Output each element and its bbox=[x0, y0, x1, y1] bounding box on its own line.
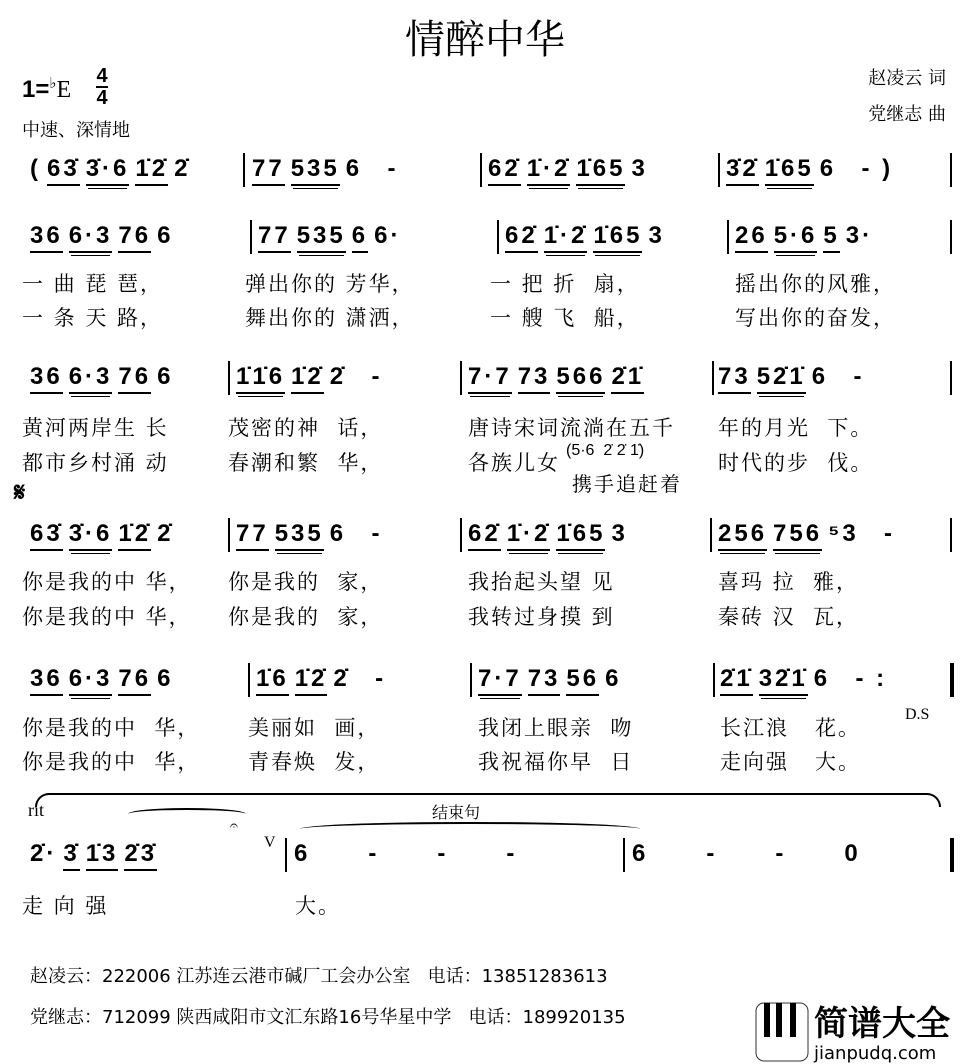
note-group: 1̇3 bbox=[86, 840, 119, 871]
lyric-segment: 一 艘 飞 船， bbox=[490, 306, 640, 330]
measure bbox=[294, 840, 523, 870]
measure bbox=[718, 520, 901, 550]
barline bbox=[243, 153, 245, 187]
note-group: 3· bbox=[845, 222, 874, 249]
lyric-segment: 舞出你的 潇洒， bbox=[245, 306, 415, 330]
lyricist-credit: 赵凌云 词 bbox=[868, 68, 946, 89]
note-group: 2̇ bbox=[333, 665, 350, 692]
note-group: 63̇ bbox=[30, 520, 63, 551]
note-group: 6· bbox=[374, 222, 402, 249]
note-group: 63̇ bbox=[47, 155, 80, 186]
note-group: 36 bbox=[30, 222, 63, 253]
lyric-segment: 各族儿女 bbox=[468, 451, 560, 475]
barline bbox=[623, 838, 625, 872]
note-group: 6 - - 0 bbox=[632, 840, 861, 867]
lyric-segment: 摇出你的风雅， bbox=[735, 272, 896, 296]
slur bbox=[300, 822, 640, 836]
note-group: - bbox=[352, 520, 383, 547]
lyric-segment: 我转过身摸 到 bbox=[468, 605, 615, 629]
measure bbox=[632, 840, 867, 870]
barline bbox=[950, 361, 952, 395]
barline bbox=[713, 663, 715, 697]
note-group: 1̇·2̇ bbox=[527, 155, 571, 186]
note-group: - : bbox=[836, 665, 888, 692]
barline bbox=[460, 518, 462, 552]
note-group: 6 bbox=[605, 665, 622, 692]
time-bottom: 4 bbox=[96, 87, 108, 109]
note-group: - bbox=[834, 363, 865, 390]
note-group: 73 bbox=[518, 363, 551, 394]
note-group: 3̇2̇ bbox=[726, 155, 759, 186]
measure bbox=[468, 363, 650, 393]
note-group: 2̇ bbox=[157, 520, 174, 547]
tempo-marking: 中速、深情地 bbox=[22, 120, 130, 141]
note-group: 76 bbox=[118, 665, 151, 696]
song-title: 情醉中华 bbox=[405, 17, 565, 63]
composer-credit: 党继志 曲 bbox=[868, 104, 946, 125]
lyric-segment: 我祝福你早 日 bbox=[478, 750, 634, 774]
note-group: 56 bbox=[566, 665, 599, 696]
note-group: 1̇·2̇ bbox=[544, 222, 588, 253]
note-group: 26 bbox=[735, 222, 768, 253]
note-group: 77 bbox=[252, 155, 285, 186]
lyric-segment: 走向强 大。 bbox=[720, 750, 862, 774]
note-group: 73 bbox=[528, 665, 561, 696]
barline bbox=[460, 361, 462, 395]
key-note: E bbox=[56, 77, 72, 103]
barline bbox=[285, 838, 287, 872]
barline bbox=[718, 153, 720, 187]
note-group: 6·3 bbox=[69, 222, 113, 253]
note-group: 32̇1̇ bbox=[759, 665, 808, 696]
measure bbox=[718, 363, 870, 393]
measure bbox=[236, 363, 388, 393]
lyric-segment: 走 向 强 bbox=[22, 894, 109, 918]
note-group: 566 bbox=[556, 363, 605, 394]
segno-sign: 𝄋 bbox=[14, 478, 26, 508]
note-group: 535 bbox=[291, 155, 340, 186]
key-signature bbox=[22, 74, 71, 104]
slur bbox=[128, 808, 246, 820]
note-group: 62̇ bbox=[505, 222, 538, 253]
final-barline bbox=[950, 838, 954, 872]
note-group: 52̇1̇ bbox=[757, 363, 806, 394]
rit-marking: rit bbox=[28, 800, 44, 820]
measure bbox=[468, 520, 634, 550]
note-group: 1̇2̇ bbox=[295, 665, 328, 696]
barline bbox=[248, 663, 250, 697]
measure bbox=[236, 520, 388, 550]
note-group: 5 bbox=[823, 222, 839, 253]
note-group: 1̇2̇ bbox=[135, 155, 168, 186]
measure bbox=[30, 520, 179, 550]
barline bbox=[480, 153, 482, 187]
lyric-segment: 一 把 折 扇， bbox=[490, 272, 640, 296]
barline bbox=[950, 153, 952, 187]
svg-text:jianpudq.com: jianpudq.com bbox=[814, 1043, 937, 1064]
lyric-segment: 年的月光 下。 bbox=[718, 416, 874, 440]
measure bbox=[258, 222, 407, 252]
lyric-segment: 你是我的中 华， bbox=[22, 605, 192, 629]
note-group: 1̇2̇ bbox=[118, 520, 151, 551]
barline bbox=[950, 518, 952, 552]
note-group: 3̇·6 bbox=[86, 155, 130, 186]
barline bbox=[497, 220, 499, 254]
note-group: 1̇1̇6 bbox=[236, 363, 285, 394]
lyric-segment: 一 曲 琵 琶， bbox=[22, 272, 164, 296]
lyric-segment: 茂密的神 话， bbox=[228, 416, 384, 440]
svg-text:简谱大全: 简谱大全 bbox=[814, 1004, 950, 1044]
note-group: 535 bbox=[275, 520, 324, 551]
note-group: - bbox=[352, 363, 383, 390]
lyric-segment: 大。 bbox=[295, 894, 341, 918]
measure bbox=[30, 665, 179, 695]
lyric-segment: 写出你的奋发， bbox=[735, 306, 896, 330]
note-group: 6 bbox=[819, 155, 837, 182]
lyric-segment: 一 条 天 路， bbox=[22, 306, 164, 330]
note-group: 256 bbox=[718, 520, 767, 551]
measure bbox=[30, 222, 179, 252]
note-group: 3̇ bbox=[63, 840, 79, 871]
note-group: 1̇·2̇ bbox=[507, 520, 551, 551]
note-group: 3 bbox=[648, 222, 665, 249]
lyric-segment: 我闭上眼亲 吻 bbox=[478, 716, 634, 740]
note-group: ( bbox=[30, 155, 41, 182]
barline bbox=[950, 220, 952, 254]
inset-notes: (5·6 2̇ 2̇ 1̇) bbox=[566, 442, 645, 459]
lyric-segment: 春潮和繁 华， bbox=[228, 451, 384, 475]
fermata-icon: 𝄐 bbox=[230, 818, 238, 834]
lyric-segment: 我抬起头望 见 bbox=[468, 570, 615, 594]
note-group: 2̇ bbox=[174, 155, 191, 182]
note-group: 6 bbox=[157, 665, 174, 692]
footer-lyricist-address: 赵凌云：222006 江苏连云港市碱厂工会办公室 电话：13851283613 bbox=[30, 966, 608, 987]
note-group: 1̇6 bbox=[256, 665, 289, 696]
note-group: 6 bbox=[813, 665, 831, 692]
watermark-logo bbox=[752, 995, 970, 1064]
note-group: 1̇2̇ bbox=[291, 363, 324, 394]
lyric-segment: 你是我的 家， bbox=[228, 605, 384, 629]
piano-keys-icon bbox=[752, 995, 970, 1064]
note-group: 6 bbox=[345, 155, 363, 182]
lyric-segment: 弹出你的 芳华， bbox=[245, 272, 415, 296]
note-group: 6 - - - bbox=[294, 840, 518, 867]
measure bbox=[30, 363, 179, 393]
lyric-segment: 时代的步 伐。 bbox=[718, 451, 874, 475]
note-group: 1̇65 bbox=[593, 222, 642, 253]
note-group: 535 bbox=[297, 222, 346, 253]
note-group: 6 bbox=[329, 520, 347, 547]
note-group: 77 bbox=[258, 222, 291, 253]
ds-marking: D.S bbox=[905, 706, 930, 723]
note-group: 2̇1̇ bbox=[611, 363, 644, 394]
note-group: 7·7 bbox=[468, 363, 512, 394]
note-group: 756 bbox=[773, 520, 822, 551]
note-group: 6 bbox=[811, 363, 829, 390]
measure bbox=[726, 155, 899, 185]
note-group: 62̇ bbox=[468, 520, 501, 551]
note-group: 6 bbox=[157, 222, 174, 249]
barline bbox=[727, 220, 729, 254]
breath-mark: V bbox=[264, 834, 276, 851]
lyric-segment: 你是我的中 华， bbox=[22, 570, 192, 594]
flat-sign: ♭ bbox=[49, 75, 57, 92]
barline bbox=[228, 518, 230, 552]
measure bbox=[256, 665, 392, 695]
note-group: 36 bbox=[30, 665, 63, 696]
note-group: 62̇ bbox=[488, 155, 521, 186]
note-group: 5·6 bbox=[774, 222, 818, 253]
measure bbox=[30, 155, 196, 185]
note-group: 6·3 bbox=[69, 665, 113, 696]
note-group: 3̇·6 bbox=[69, 520, 113, 551]
note-group: - bbox=[864, 520, 896, 547]
note-group: 6·3 bbox=[69, 363, 113, 394]
time-top: 4 bbox=[96, 65, 108, 87]
lyric-segment: 都市乡村涌 动 bbox=[22, 451, 169, 475]
measure bbox=[735, 222, 879, 252]
ending-bracket bbox=[35, 793, 941, 807]
note-group: ⁵3 bbox=[828, 520, 859, 547]
ending-label: 结束句 bbox=[432, 803, 481, 822]
note-group: 76 bbox=[118, 363, 151, 394]
note-group: 76 bbox=[118, 222, 151, 253]
barline bbox=[470, 663, 472, 697]
note-group: 2̇ bbox=[329, 363, 347, 390]
note-group: 3 bbox=[611, 520, 628, 547]
time-signature bbox=[96, 66, 108, 108]
note-group: 2̇3̇ bbox=[124, 840, 157, 871]
note-group: 2̇1̇ bbox=[720, 665, 753, 696]
lyric-segment: 喜玛 拉 雅， bbox=[718, 570, 860, 594]
note-group: - bbox=[368, 155, 399, 182]
note-group: 1̇65 bbox=[765, 155, 814, 186]
note-group: 6 bbox=[352, 222, 368, 253]
measure bbox=[505, 222, 671, 252]
inset-lyric: 携手追赶着 bbox=[572, 472, 682, 496]
note-group: 7·7 bbox=[478, 665, 522, 696]
note-group: 73 bbox=[718, 363, 751, 394]
measure bbox=[488, 155, 654, 185]
note-group: 3 bbox=[631, 155, 648, 182]
lyric-segment: 长江浪 花。 bbox=[720, 716, 862, 740]
lyric-segment: 你是我的中 华， bbox=[22, 716, 201, 740]
key-prefix: 1= bbox=[22, 76, 50, 103]
note-group: - bbox=[355, 665, 387, 692]
lyric-segment: 唐诗宋词流淌在五千 bbox=[468, 416, 675, 440]
barline bbox=[250, 220, 252, 254]
barline bbox=[228, 361, 230, 395]
measure bbox=[30, 840, 163, 870]
lyric-segment: 青春焕 发， bbox=[248, 750, 381, 774]
measure bbox=[478, 665, 627, 695]
note-group: 36 bbox=[30, 363, 63, 394]
barline bbox=[710, 518, 712, 552]
note-group: 2̇· bbox=[30, 840, 58, 867]
final-barline bbox=[950, 663, 954, 697]
footer-composer-address: 党继志：712099 陕西咸阳市文汇东路16号华星中学 电话：189920135 bbox=[30, 1007, 626, 1028]
lyric-segment: 你是我的 家， bbox=[228, 570, 384, 594]
note-group: 1̇65 bbox=[556, 520, 605, 551]
lyric-segment: 你是我的中 华， bbox=[22, 750, 201, 774]
barline bbox=[712, 361, 714, 395]
lyric-segment: 秦砖 汉 瓦， bbox=[718, 605, 860, 629]
lyric-segment: 美丽如 画， bbox=[248, 716, 381, 740]
note-group: - ) bbox=[842, 155, 894, 182]
note-group: 1̇65 bbox=[576, 155, 625, 186]
note-group: 6 bbox=[157, 363, 174, 390]
lyric-segment: 黄河两岸生 长 bbox=[22, 416, 169, 440]
note-group: 77 bbox=[236, 520, 269, 551]
measure bbox=[252, 155, 404, 185]
measure bbox=[720, 665, 893, 695]
